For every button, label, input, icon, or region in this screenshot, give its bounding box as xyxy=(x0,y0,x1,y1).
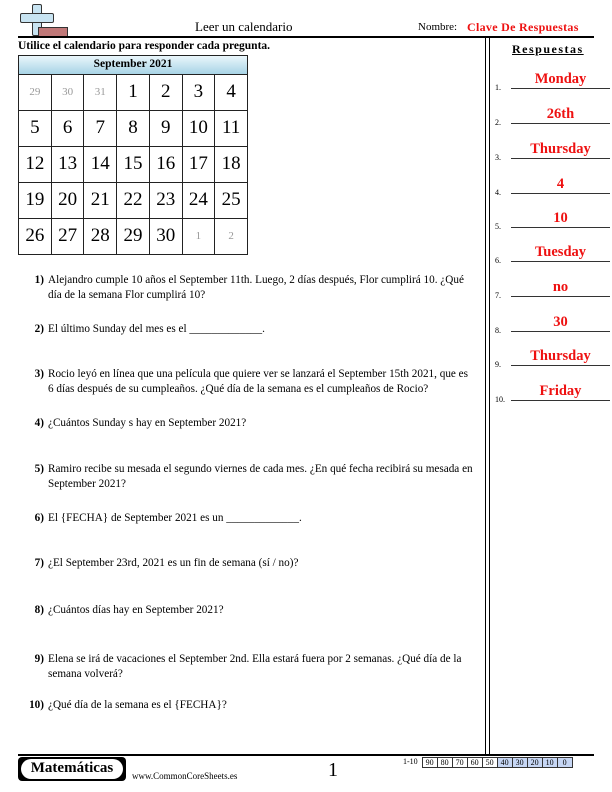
question-text: ¿El September 23rd, 2021 es un fin de semana (sí / no)? xyxy=(48,557,299,569)
score-box: 70 xyxy=(452,757,468,768)
calendar-day: 18 xyxy=(215,147,248,183)
calendar-day: 15 xyxy=(117,147,150,183)
answer-line xyxy=(511,123,610,124)
calendar-day: 8 xyxy=(117,111,150,147)
answer-line xyxy=(511,88,610,89)
answer-line xyxy=(511,400,610,401)
answer-number: 3. xyxy=(495,153,501,162)
answer-number: 9. xyxy=(495,360,501,369)
answer-number: 2. xyxy=(495,118,501,127)
answers-title: Respuestas xyxy=(512,42,584,56)
answer-value[interactable]: 10 xyxy=(553,210,568,226)
question-item xyxy=(24,556,474,571)
question-number: 7) xyxy=(34,557,44,569)
calendar-day: 25 xyxy=(215,183,248,219)
score-box: 0 xyxy=(557,757,573,768)
answer-value[interactable]: Thursday xyxy=(530,141,591,157)
calendar-day: 27 xyxy=(52,219,85,255)
question-text: El último Sunday del mes es el _____________. xyxy=(48,323,265,335)
score-box: 10 xyxy=(542,757,558,768)
brand-badge xyxy=(18,757,126,781)
score-table xyxy=(398,757,573,768)
worksheet-title: Leer un calendario xyxy=(195,19,293,34)
answer-item xyxy=(495,347,610,369)
answer-item xyxy=(495,243,610,265)
question-item xyxy=(24,273,474,303)
question-text: ¿Qué día de la semana es el {FECHA}? xyxy=(48,699,227,711)
answer-number: 8. xyxy=(495,326,501,335)
calendar-day: 1 xyxy=(183,219,216,255)
website-link[interactable]: www.CommonCoreSheets.es xyxy=(132,771,238,781)
calendar-day: 29 xyxy=(117,219,150,255)
calendar-day: 5 xyxy=(19,111,52,147)
answer-item xyxy=(495,140,610,162)
calendar-day: 14 xyxy=(84,147,117,183)
question-item xyxy=(24,462,474,492)
answer-number: 6. xyxy=(495,256,501,265)
question-item xyxy=(24,416,474,431)
calendar-day: 16 xyxy=(150,147,183,183)
answer-line xyxy=(511,261,610,262)
calendar-day: 30 xyxy=(150,219,183,255)
answer-number: 7. xyxy=(495,291,501,300)
score-box: 50 xyxy=(482,757,498,768)
answer-item xyxy=(495,382,610,404)
plus-minus-logo-icon xyxy=(20,4,68,36)
question-number: 10) xyxy=(29,699,44,711)
score-box: 60 xyxy=(467,757,483,768)
answer-value[interactable]: Friday xyxy=(539,383,582,399)
answer-line xyxy=(511,296,610,297)
answer-value[interactable]: Tuesday xyxy=(534,244,587,260)
footer-divider xyxy=(18,754,594,756)
answer-value[interactable]: no xyxy=(552,279,569,295)
calendar-day: 31 xyxy=(84,75,117,111)
column-divider xyxy=(485,37,490,754)
calendar-day: 9 xyxy=(150,111,183,147)
question-number: 2) xyxy=(34,323,44,335)
answer-number: 1. xyxy=(495,83,501,92)
answer-line xyxy=(511,331,610,332)
calendar-day: 30 xyxy=(52,75,85,111)
calendar-day: 3 xyxy=(183,75,216,111)
answer-number: 4. xyxy=(495,188,501,197)
answer-item xyxy=(495,175,610,197)
question-number: 9) xyxy=(34,653,44,665)
question-number: 3) xyxy=(34,368,44,380)
answer-line xyxy=(511,158,610,159)
brand-label: Matemáticas xyxy=(21,759,123,779)
question-item xyxy=(24,652,474,682)
calendar-day: 21 xyxy=(84,183,117,219)
name-label: Nombre: xyxy=(418,21,458,33)
calendar-day: 24 xyxy=(183,183,216,219)
score-box: 40 xyxy=(497,757,513,768)
calendar-title: September 2021 xyxy=(18,55,248,75)
calendar-day: 2 xyxy=(150,75,183,111)
calendar-day: 17 xyxy=(183,147,216,183)
question-item xyxy=(24,322,474,337)
answer-item xyxy=(495,70,610,92)
calendar-grid xyxy=(18,75,248,255)
question-number: 8) xyxy=(34,604,44,616)
calendar-day: 6 xyxy=(52,111,85,147)
question-text: El {FECHA} de September 2021 es un _____________. xyxy=(48,512,302,524)
answer-value[interactable]: Monday xyxy=(534,71,587,87)
calendar-day: 7 xyxy=(84,111,117,147)
calendar-day: 28 xyxy=(84,219,117,255)
answer-value[interactable]: 26th xyxy=(546,106,575,122)
answer-line xyxy=(511,365,610,366)
question-number: 4) xyxy=(34,417,44,429)
question-text: Ramiro recibe su mesada el segundo viernes de cada mes. ¿En qué fecha recibirá su mesada en September 2021? xyxy=(48,463,473,490)
answer-value[interactable]: 4 xyxy=(556,176,565,192)
calendar-day: 13 xyxy=(52,147,85,183)
question-item xyxy=(24,603,474,618)
page-number: 1 xyxy=(328,759,338,781)
instructions: Utilice el calendario para responder cada pregunta. xyxy=(18,40,271,52)
calendar-day: 1 xyxy=(117,75,150,111)
question-text: ¿Cuántos días hay en September 2021? xyxy=(48,604,224,616)
calendar-day: 20 xyxy=(52,183,85,219)
calendar-day: 11 xyxy=(215,111,248,147)
name-value: Clave De Respuestas xyxy=(467,20,579,34)
header-divider xyxy=(18,36,594,38)
question-text: Alejandro cumple 10 años el September 11th. Luego, 2 días después, Flor cumplirá 10. ¿Qué día de la semana Flor cumplirá 10? xyxy=(48,274,464,301)
calendar-day: 26 xyxy=(19,219,52,255)
question-number: 1) xyxy=(34,274,44,286)
question-item xyxy=(24,367,474,397)
calendar-day: 12 xyxy=(19,147,52,183)
calendar-day: 4 xyxy=(215,75,248,111)
question-text: Elena se irá de vacaciones el September 2nd. Ella estará fuera por 2 semanas. ¿Qué día de la semana volverá? xyxy=(48,653,462,680)
answer-value[interactable]: Thursday xyxy=(530,348,591,364)
question-text: Rocio leyó en línea que una película que quiere ver se lanzará el September 15th 2021, que es 6 días después de su cumpleaños. ¿Qué día de la semana es el cumpleaños de Rocio? xyxy=(48,368,468,395)
question-item xyxy=(24,511,474,526)
question-number: 6) xyxy=(34,512,44,524)
calendar xyxy=(18,55,248,255)
answer-item xyxy=(495,313,610,335)
calendar-day: 2 xyxy=(215,219,248,255)
answer-value[interactable]: 30 xyxy=(553,314,568,330)
question-text: ¿Cuántos Sunday s hay en September 2021? xyxy=(48,417,247,429)
answer-item xyxy=(495,209,610,231)
calendar-day: 10 xyxy=(183,111,216,147)
score-box: 30 xyxy=(512,757,528,768)
answer-line xyxy=(511,193,610,194)
question-item xyxy=(24,698,474,713)
calendar-day: 22 xyxy=(117,183,150,219)
score-label: 1-10 xyxy=(403,757,418,766)
calendar-day: 19 xyxy=(19,183,52,219)
answer-number: 5. xyxy=(495,222,501,231)
score-box: 20 xyxy=(527,757,543,768)
answer-number: 10. xyxy=(495,395,505,404)
answer-line xyxy=(511,227,610,228)
calendar-day: 29 xyxy=(19,75,52,111)
question-number: 5) xyxy=(34,463,44,475)
score-box: 80 xyxy=(437,757,453,768)
answer-item xyxy=(495,105,610,127)
calendar-day: 23 xyxy=(150,183,183,219)
score-box: 90 xyxy=(422,757,438,768)
answer-item xyxy=(495,278,610,300)
